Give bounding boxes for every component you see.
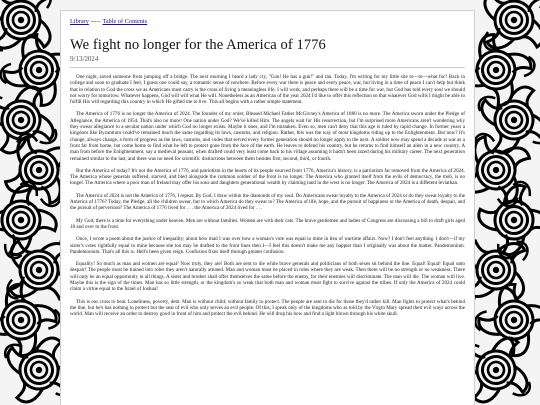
paragraph: But the America of today? It's not the America of 1776, and patriotism in the hearts of its people sourced from 1776, America's history, is a patriotism far removed from the America of 2024. The America whose generals suffered, starved, and bled alongside the common soldier of the front is no longer. The America who granted itself from the evils of democracy, the mob, is no longer. The America where a poor man of Ireland may offer his sons and daughters generational wealth by claiming land in the west is no longer. The America of 2024 is a different leviathan. — [70, 167, 465, 187]
paragraph: Once, I wrote a poem about the justice of inequality; about how mad I was over how a woman's vote was equal to mine in lieu of wartime affairs. Now? I don't feel anything. I don't—if my sister's votes rightfully equal to mine because she too may be drafted to the front lines then I—I feel this doesn't make me any happier than I originally was about the matter. Pandemonium. Pandemonium. That's all this is. Hell's been given reign. Confusion fixes itself through greater confusion. — [70, 236, 465, 255]
paragraph: My God, there is a time for everything under heaven. Men are without families. Women are with their cats. The brave gentlemen and ladies of Congress are discussing a bill to draft girls aged 18 and over to the front. — [70, 217, 465, 230]
breadcrumb-separator: ----- — [90, 18, 101, 25]
post-date: 9/13/2024 — [70, 55, 99, 63]
paragraph: One night, saved someone from jumping off a bridge. The next morning I heard a lady cry, "Gun! He has a gun!" and ran. Today, I'm writing for my little site to—to—what for? Back in college and soon to graduate I feel, I guess one could say, a romantic sense of nowhere. Before every war there is peace and every peace, war, but living in a time of peace I can't help but think that in relation to God the cross we as Americans must carry is the cross of living a meaningless life. I will work, and perhaps there will be a time for war, but God has told every soul we should not worry for tomorrow. Whatever happens, God will will what He will. Nonetheless as an American of the year 2024 I'd like to offer this reflection so that whatever God wills I might be able to fulfill His will regarding this country in which He gifted me to live. This all begins with a rather simple statement. — [70, 74, 465, 106]
rose-icon — [0, 179, 62, 262]
table-of-contents-link[interactable]: Table of Contents — [102, 18, 148, 25]
page-title: We fight no longer for the America of 1776 — [70, 37, 326, 53]
paragraph: This is our cross to bear. Loneliness, poverty, debt. Man is without child; without family to protect. The people are sent to die for those they'd rather kill. Man fights to protect what's behind the line, but he's has nothing to protect but the seat of evil who only serves an evil people. Of this, I speak only of the kingdoms who as told by the Virgin Mary spread their evil ways across the world. Man will receive an order to destroy good in front of him and protect the evil behind. He will drop his bow and find a light blown through his white skull. — [70, 298, 465, 318]
divider — [70, 67, 465, 68]
library-link[interactable]: Library — [70, 18, 89, 25]
paragraph: The America of 2024 is not the America of 1776, I repeat. By God, I draw within the diamonds of my soul. Do Americans swear loyalty to the America of 2024 or do they swear loyalty to the America of 1776? Today, the Pledge, all the children swear, but to which America do they swear to? The America of life, hope, and the pursuit of happiness or the America of death, despair, and the pursuit of perversion? The America of 1776 lived for . . . the America of 2024 lived for . . . — [70, 192, 465, 212]
breadcrumb — [70, 18, 465, 26]
paragraph: Equality! So much as man and women are equal! Now truly, they are! Both are sent to die while brave generals and politicians of both sexes sit behind the line. Equal! Equal! Equal unto despair! The people must be trained into roles they aren't naturally attuned. Man and woman must be placed in roles where they are weak. Then there will be no strength or no weakness. There will only be an equal opportunity in all things. A sister and brother shall offer themselves the same before the enemy, for their enemies will discriminate. The man will die. The woman will live. Maybe this is the sign of the times. Man has so little strength, or the kingdom's so weak that both man and woman must fight to survive against the tribes. If only the America of 2024 could claim a virtue equal to the Israel of Joshua! — [70, 261, 465, 293]
paragraph: The America of 1776 is no longer the America of 2024. The founder of my order, Blessed Michael Father McGivney's America of 1880 is no more. The America sworn under the Pledge of Allegiance, the America of 1954. That's also no more! One nation under God? We've killed Him. The angels wait for His resurrection, but I'm surprised more Americans aren't wondering why they swear allegiance to a secular nation under which God no longer exists. Maybe it does, and I'm mistaken. Even so, men can't deny that this age is ruled by rapid change. In former years a kingdom like Byzantium could've remained much the same regarding its laws, customs, and religion. Rather, this was the way of most kingdoms riding up to the Enlightenment. But now? It's change, always change, a form of progress as the laws, customs, and codes that served every former generation should no longer apply to the next. A soldier now may spend a decade at war as a front far from home, but come home to find what he left to protect gone from the face of the earth. He leaves to defend his country, but he returns to find himself an alien in a new country. A man from before the Enlightenment, say a medieval peasant, when drafted could very least come back to his village assuming it hadn't been razed during his military career. The next generation remained similar to the last, and there was no need for scientific distinctions between them besides first, second, third, or fourth. — [70, 111, 465, 162]
post-body — [70, 74, 465, 318]
rose-icon — [472, 278, 540, 363]
page-content — [60, 10, 475, 405]
